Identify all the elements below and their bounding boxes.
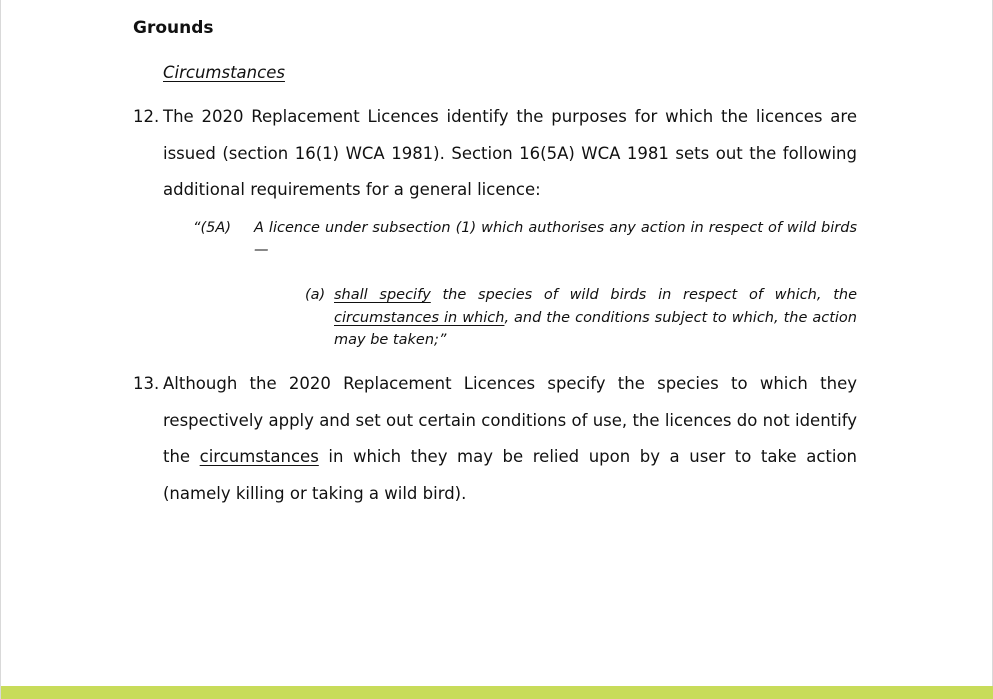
underlined-word: circumstances: [199, 447, 319, 467]
paragraph-fragment: in which they may be relied upon by a user to take action (namely killing or taking a wild bird).: [163, 447, 857, 503]
paragraph-text: [163, 366, 857, 512]
paragraph-number: 12.: [133, 107, 160, 126]
paragraph-number: 13.: [133, 374, 160, 393]
quote-text: A licence under subsection (1) which authorises any action in respect of wild birds—: [254, 220, 857, 258]
quote-item-fragment: the species of wild birds in respect of which, the: [430, 287, 857, 303]
paragraph-12: [133, 99, 857, 209]
paragraph-text: The 2020 Replacement Licences identify the purposes for which the licences are issued (section 16(1) WCA 1981). Section 16(5A) WCA 1981 sets out the following additional requirements for a general licence:: [163, 107, 857, 200]
footer-color-bar: [1, 686, 993, 699]
paragraph-13: [133, 366, 857, 512]
subsection-heading: Circumstances: [163, 63, 285, 82]
quote-item-fragment: , and the conditions subject to which, the action may be taken;”: [334, 309, 857, 348]
quote-item-text: [334, 284, 857, 352]
underlined-phrase: circumstances in which: [334, 309, 505, 326]
quote-label: “(5A): [193, 220, 231, 236]
paragraph-fragment: Although the 2020 Replacement Licences specify the species to which they respectively apply and set out certain conditions of use, the licences do not identify the: [163, 374, 857, 467]
quote-item-label: (a): [305, 287, 326, 303]
underlined-phrase: shall specify: [334, 287, 431, 303]
section-heading: Grounds: [133, 18, 214, 38]
